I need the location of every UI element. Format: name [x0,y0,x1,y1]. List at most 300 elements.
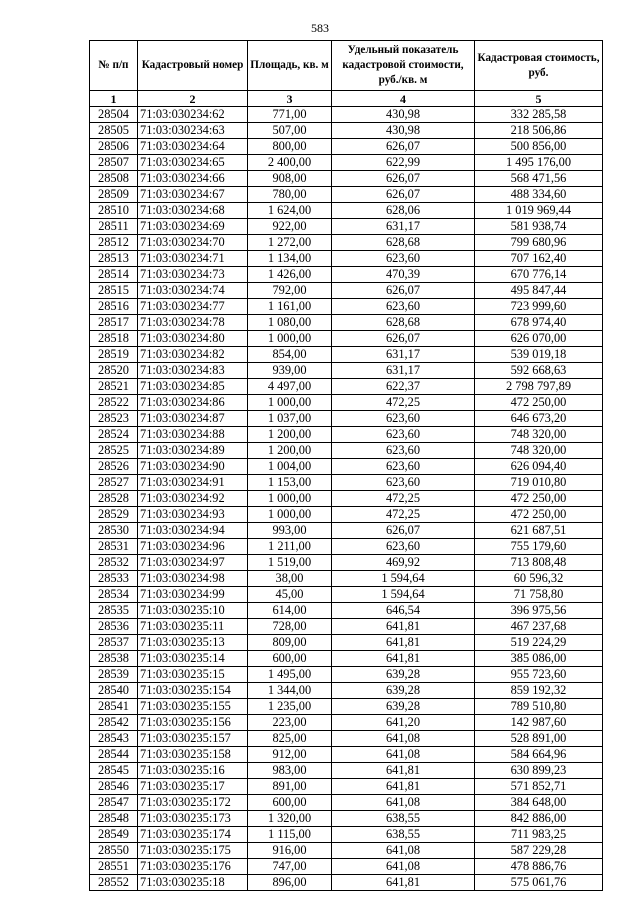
cadastral-number-cell: 71:03:030234:65 [138,155,248,171]
cadastral-cost-cell: 218 506,86 [475,123,603,139]
cadastral-cost-cell: 723 999,60 [475,299,603,315]
area-cell: 896,00 [248,875,332,891]
specific-value-cell: 639,28 [332,683,475,699]
specific-value-cell: 626,07 [332,523,475,539]
cadastral-number-cell: 71:03:030234:94 [138,523,248,539]
specific-value-cell: 623,60 [332,443,475,459]
area-cell: 891,00 [248,779,332,795]
row-index-cell: 28534 [90,587,138,603]
table-header [90,41,603,107]
column-number: 4 [332,91,475,107]
cadastral-number-cell: 71:03:030234:74 [138,283,248,299]
specific-value-cell: 469,92 [332,555,475,571]
cadastral-number-cell: 71:03:030234:69 [138,219,248,235]
cadastral-number-cell: 71:03:030235:157 [138,731,248,747]
cadastral-cost-cell: 384 648,00 [475,795,603,811]
specific-value-cell: 641,81 [332,763,475,779]
row-index-cell: 28551 [90,859,138,875]
row-index-cell: 28536 [90,619,138,635]
cadastral-cost-cell: 621 687,51 [475,523,603,539]
table-row [90,187,603,203]
cadastral-number-cell: 71:03:030234:80 [138,331,248,347]
table-row [90,507,603,523]
area-cell: 1 344,00 [248,683,332,699]
row-index-cell: 28529 [90,507,138,523]
row-index-cell: 28541 [90,699,138,715]
area-cell: 792,00 [248,283,332,299]
area-cell: 1 426,00 [248,267,332,283]
specific-value-cell: 623,60 [332,251,475,267]
table-row [90,459,603,475]
row-index-cell: 28543 [90,731,138,747]
column-number-row [90,91,603,107]
cadastral-number-cell: 71:03:030235:175 [138,843,248,859]
cadastral-cost-cell: 575 061,76 [475,875,603,891]
area-cell: 916,00 [248,843,332,859]
row-index-cell: 28528 [90,491,138,507]
cadastral-cost-cell: 711 983,25 [475,827,603,843]
cadastral-cost-cell: 1 019 969,44 [475,203,603,219]
table-row [90,331,603,347]
area-cell: 38,00 [248,571,332,587]
specific-value-cell: 623,60 [332,475,475,491]
row-index-cell: 28547 [90,795,138,811]
header-row [90,41,603,91]
cadastral-value-table [89,40,603,891]
area-cell: 809,00 [248,635,332,651]
cadastral-number-cell: 71:03:030235:174 [138,827,248,843]
cadastral-number-cell: 71:03:030234:62 [138,107,248,123]
cadastral-number-cell: 71:03:030235:156 [138,715,248,731]
cadastral-number-cell: 71:03:030234:87 [138,411,248,427]
specific-value-cell: 641,08 [332,795,475,811]
area-cell: 825,00 [248,731,332,747]
area-cell: 4 497,00 [248,379,332,395]
cadastral-number-cell: 71:03:030235:15 [138,667,248,683]
area-cell: 912,00 [248,747,332,763]
table-row [90,475,603,491]
cadastral-cost-cell: 519 224,29 [475,635,603,651]
cadastral-number-cell: 71:03:030234:99 [138,587,248,603]
table-row [90,587,603,603]
cadastral-number-cell: 71:03:030234:96 [138,539,248,555]
area-cell: 771,00 [248,107,332,123]
cadastral-number-cell: 71:03:030235:10 [138,603,248,619]
cadastral-cost-cell: 396 975,56 [475,603,603,619]
table-row [90,539,603,555]
cadastral-cost-cell: 581 938,74 [475,219,603,235]
table-row [90,427,603,443]
cadastral-number-cell: 71:03:030234:66 [138,171,248,187]
specific-value-cell: 641,81 [332,635,475,651]
cadastral-number-cell: 71:03:030234:71 [138,251,248,267]
row-index-cell: 28510 [90,203,138,219]
specific-value-cell: 631,17 [332,363,475,379]
table-row [90,491,603,507]
cadastral-number-cell: 71:03:030234:98 [138,571,248,587]
specific-value-cell: 626,07 [332,331,475,347]
specific-value-cell: 622,37 [332,379,475,395]
cadastral-cost-cell: 2 798 797,89 [475,379,603,395]
area-cell: 1 200,00 [248,443,332,459]
specific-value-cell: 641,81 [332,875,475,891]
cadastral-cost-cell: 707 162,40 [475,251,603,267]
cadastral-number-cell: 71:03:030234:63 [138,123,248,139]
cadastral-cost-cell: 528 891,00 [475,731,603,747]
cadastral-number-cell: 71:03:030235:172 [138,795,248,811]
area-cell: 2 400,00 [248,155,332,171]
cadastral-cost-cell: 472 250,00 [475,507,603,523]
cadastral-number-cell: 71:03:030234:89 [138,443,248,459]
row-index-cell: 28504 [90,107,138,123]
cadastral-number-cell: 71:03:030235:11 [138,619,248,635]
specific-value-cell: 623,60 [332,539,475,555]
table-row [90,347,603,363]
specific-value-cell: 626,07 [332,139,475,155]
row-index-cell: 28537 [90,635,138,651]
specific-value-cell: 1 594,64 [332,587,475,603]
table-row [90,763,603,779]
cadastral-cost-cell: 859 192,32 [475,683,603,699]
cadastral-cost-cell: 1 495 176,00 [475,155,603,171]
cadastral-number-cell: 71:03:030234:82 [138,347,248,363]
specific-value-cell: 626,07 [332,283,475,299]
cadastral-cost-cell: 755 179,60 [475,539,603,555]
table-row [90,219,603,235]
specific-value-cell: 628,68 [332,315,475,331]
table-row [90,523,603,539]
specific-value-cell: 638,55 [332,827,475,843]
row-index-cell: 28520 [90,363,138,379]
cadastral-number-cell: 71:03:030235:155 [138,699,248,715]
row-index-cell: 28530 [90,523,138,539]
row-index-cell: 28525 [90,443,138,459]
specific-value-cell: 639,28 [332,699,475,715]
cadastral-number-cell: 71:03:030234:67 [138,187,248,203]
area-cell: 1 080,00 [248,315,332,331]
page-number: 583 [311,21,329,35]
cadastral-cost-cell: 571 852,71 [475,779,603,795]
specific-value-cell: 472,25 [332,491,475,507]
specific-value-cell: 623,60 [332,459,475,475]
cadastral-number-cell: 71:03:030234:78 [138,315,248,331]
table-row [90,315,603,331]
cadastral-cost-cell: 478 886,76 [475,859,603,875]
cadastral-cost-cell: 587 229,28 [475,843,603,859]
row-index-cell: 28521 [90,379,138,395]
area-cell: 939,00 [248,363,332,379]
table-row [90,715,603,731]
row-index-cell: 28516 [90,299,138,315]
area-cell: 854,00 [248,347,332,363]
area-cell: 728,00 [248,619,332,635]
area-cell: 1 000,00 [248,395,332,411]
cadastral-number-cell: 71:03:030234:77 [138,299,248,315]
row-index-cell: 28512 [90,235,138,251]
area-cell: 993,00 [248,523,332,539]
cadastral-number-cell: 71:03:030235:173 [138,811,248,827]
cadastral-number-cell: 71:03:030234:88 [138,427,248,443]
cadastral-cost-cell: 646 673,20 [475,411,603,427]
row-index-cell: 28524 [90,427,138,443]
specific-value-cell: 638,55 [332,811,475,827]
specific-value-cell: 646,54 [332,603,475,619]
cadastral-number-cell: 71:03:030234:64 [138,139,248,155]
cadastral-number-cell: 71:03:030234:85 [138,379,248,395]
row-index-cell: 28523 [90,411,138,427]
area-cell: 800,00 [248,139,332,155]
cadastral-number-cell: 71:03:030234:92 [138,491,248,507]
cadastral-number-cell: 71:03:030234:86 [138,395,248,411]
header-cadastral-cost: Кадастровая стоимость, руб. [475,41,603,91]
specific-value-cell: 622,99 [332,155,475,171]
header-cadastral-number: Кадастровый номер [138,41,248,91]
table-row [90,875,603,891]
area-cell: 1 000,00 [248,491,332,507]
row-index-cell: 28509 [90,187,138,203]
cadastral-cost-cell: 719 010,80 [475,475,603,491]
table-row [90,363,603,379]
area-cell: 1 272,00 [248,235,332,251]
area-cell: 614,00 [248,603,332,619]
area-cell: 1 115,00 [248,827,332,843]
specific-value-cell: 641,08 [332,731,475,747]
header-specific-value: Удельный показатель кадастровой стоимости, руб./кв. м [332,41,475,91]
specific-value-cell: 626,07 [332,171,475,187]
cadastral-cost-cell: 592 668,63 [475,363,603,379]
row-index-cell: 28513 [90,251,138,267]
row-index-cell: 28548 [90,811,138,827]
cadastral-number-cell: 71:03:030234:97 [138,555,248,571]
area-cell: 1 000,00 [248,331,332,347]
area-cell: 1 161,00 [248,299,332,315]
row-index-cell: 28522 [90,395,138,411]
row-index-cell: 28514 [90,267,138,283]
header-area: Площадь, кв. м [248,41,332,91]
row-index-cell: 28552 [90,875,138,891]
specific-value-cell: 470,39 [332,267,475,283]
row-index-cell: 28507 [90,155,138,171]
cadastral-cost-cell: 626 094,40 [475,459,603,475]
specific-value-cell: 641,81 [332,619,475,635]
row-index-cell: 28532 [90,555,138,571]
row-index-cell: 28544 [90,747,138,763]
specific-value-cell: 641,08 [332,843,475,859]
specific-value-cell: 641,08 [332,859,475,875]
area-cell: 1 153,00 [248,475,332,491]
specific-value-cell: 430,98 [332,107,475,123]
cadastral-cost-cell: 385 086,00 [475,651,603,667]
row-index-cell: 28517 [90,315,138,331]
area-cell: 1 134,00 [248,251,332,267]
area-cell: 1 000,00 [248,507,332,523]
row-index-cell: 28508 [90,171,138,187]
area-cell: 507,00 [248,123,332,139]
row-index-cell: 28546 [90,779,138,795]
table-row [90,299,603,315]
cadastral-cost-cell: 495 847,44 [475,283,603,299]
row-index-cell: 28519 [90,347,138,363]
row-index-cell: 28511 [90,219,138,235]
area-cell: 1 004,00 [248,459,332,475]
area-cell: 922,00 [248,219,332,235]
area-cell: 1 320,00 [248,811,332,827]
row-index-cell: 28550 [90,843,138,859]
specific-value-cell: 641,81 [332,779,475,795]
row-index-cell: 28549 [90,827,138,843]
cadastral-cost-cell: 142 987,60 [475,715,603,731]
cadastral-number-cell: 71:03:030234:91 [138,475,248,491]
area-cell: 747,00 [248,859,332,875]
cadastral-number-cell: 71:03:030234:93 [138,507,248,523]
cadastral-cost-cell: 568 471,56 [475,171,603,187]
table-row [90,267,603,283]
cadastral-number-cell: 71:03:030234:73 [138,267,248,283]
area-cell: 780,00 [248,187,332,203]
row-index-cell: 28518 [90,331,138,347]
table-row [90,731,603,747]
cadastral-number-cell: 71:03:030235:14 [138,651,248,667]
row-index-cell: 28533 [90,571,138,587]
cadastral-cost-cell: 467 237,68 [475,619,603,635]
cadastral-cost-cell: 799 680,96 [475,235,603,251]
cadastral-number-cell: 71:03:030234:68 [138,203,248,219]
cadastral-number-cell: 71:03:030235:18 [138,875,248,891]
table-row [90,619,603,635]
table-row [90,171,603,187]
table-row [90,859,603,875]
table-row [90,603,603,619]
table-row [90,379,603,395]
table-row [90,827,603,843]
table-row [90,795,603,811]
row-index-cell: 28515 [90,283,138,299]
cadastral-number-cell: 71:03:030235:17 [138,779,248,795]
cadastral-cost-cell: 500 856,00 [475,139,603,155]
table-row [90,747,603,763]
specific-value-cell: 628,68 [332,235,475,251]
area-cell: 45,00 [248,587,332,603]
specific-value-cell: 1 594,64 [332,571,475,587]
row-index-cell: 28538 [90,651,138,667]
cadastral-cost-cell: 748 320,00 [475,427,603,443]
cadastral-cost-cell: 472 250,00 [475,491,603,507]
cadastral-cost-cell: 842 886,00 [475,811,603,827]
cadastral-cost-cell: 332 285,58 [475,107,603,123]
specific-value-cell: 641,20 [332,715,475,731]
row-index-cell: 28545 [90,763,138,779]
table-row [90,635,603,651]
area-cell: 1 235,00 [248,699,332,715]
cadastral-number-cell: 71:03:030235:16 [138,763,248,779]
row-index-cell: 28505 [90,123,138,139]
table-row [90,123,603,139]
table-row [90,683,603,699]
table-row [90,843,603,859]
column-number: 5 [475,91,603,107]
header-index: № п/п [90,41,138,91]
table-row [90,251,603,267]
cadastral-cost-cell: 488 334,60 [475,187,603,203]
cadastral-number-cell: 71:03:030234:83 [138,363,248,379]
table-row [90,203,603,219]
row-index-cell: 28542 [90,715,138,731]
specific-value-cell: 626,07 [332,187,475,203]
area-cell: 1 624,00 [248,203,332,219]
cadastral-cost-cell: 472 250,00 [475,395,603,411]
cadastral-number-cell: 71:03:030234:70 [138,235,248,251]
cadastral-number-cell: 71:03:030235:176 [138,859,248,875]
row-index-cell: 28526 [90,459,138,475]
table-row [90,443,603,459]
specific-value-cell: 628,06 [332,203,475,219]
table-row [90,667,603,683]
cadastral-cost-cell: 678 974,40 [475,315,603,331]
specific-value-cell: 623,60 [332,411,475,427]
table-row [90,571,603,587]
table-row [90,811,603,827]
cadastral-cost-cell: 584 664,96 [475,747,603,763]
column-number: 2 [138,91,248,107]
row-index-cell: 28527 [90,475,138,491]
specific-value-cell: 623,60 [332,427,475,443]
cadastral-cost-cell: 670 776,14 [475,267,603,283]
specific-value-cell: 641,81 [332,651,475,667]
specific-value-cell: 639,28 [332,667,475,683]
specific-value-cell: 472,25 [332,395,475,411]
table-row [90,699,603,715]
area-cell: 1 519,00 [248,555,332,571]
cadastral-cost-cell: 539 019,18 [475,347,603,363]
area-cell: 1 211,00 [248,539,332,555]
cadastral-cost-cell: 748 320,00 [475,443,603,459]
cadastral-number-cell: 71:03:030235:158 [138,747,248,763]
row-index-cell: 28531 [90,539,138,555]
specific-value-cell: 472,25 [332,507,475,523]
cadastral-cost-cell: 71 758,80 [475,587,603,603]
cadastral-number-cell: 71:03:030235:154 [138,683,248,699]
row-index-cell: 28535 [90,603,138,619]
cadastral-number-cell: 71:03:030235:13 [138,635,248,651]
area-cell: 600,00 [248,795,332,811]
cadastral-cost-cell: 630 899,23 [475,763,603,779]
specific-value-cell: 641,08 [332,747,475,763]
table-row [90,283,603,299]
cadastral-cost-cell: 626 070,00 [475,331,603,347]
table-row [90,651,603,667]
cadastral-cost-cell: 955 723,60 [475,667,603,683]
table-body [90,107,603,891]
table-row [90,155,603,171]
cadastral-cost-cell: 789 510,80 [475,699,603,715]
specific-value-cell: 631,17 [332,347,475,363]
cadastral-cost-cell: 60 596,32 [475,571,603,587]
area-cell: 1 200,00 [248,427,332,443]
table-row [90,139,603,155]
row-index-cell: 28539 [90,667,138,683]
column-number: 3 [248,91,332,107]
area-cell: 983,00 [248,763,332,779]
table-row [90,555,603,571]
specific-value-cell: 623,60 [332,299,475,315]
specific-value-cell: 430,98 [332,123,475,139]
table-row [90,411,603,427]
area-cell: 1 037,00 [248,411,332,427]
specific-value-cell: 631,17 [332,219,475,235]
area-cell: 600,00 [248,651,332,667]
area-cell: 1 495,00 [248,667,332,683]
cadastral-cost-cell: 713 808,48 [475,555,603,571]
